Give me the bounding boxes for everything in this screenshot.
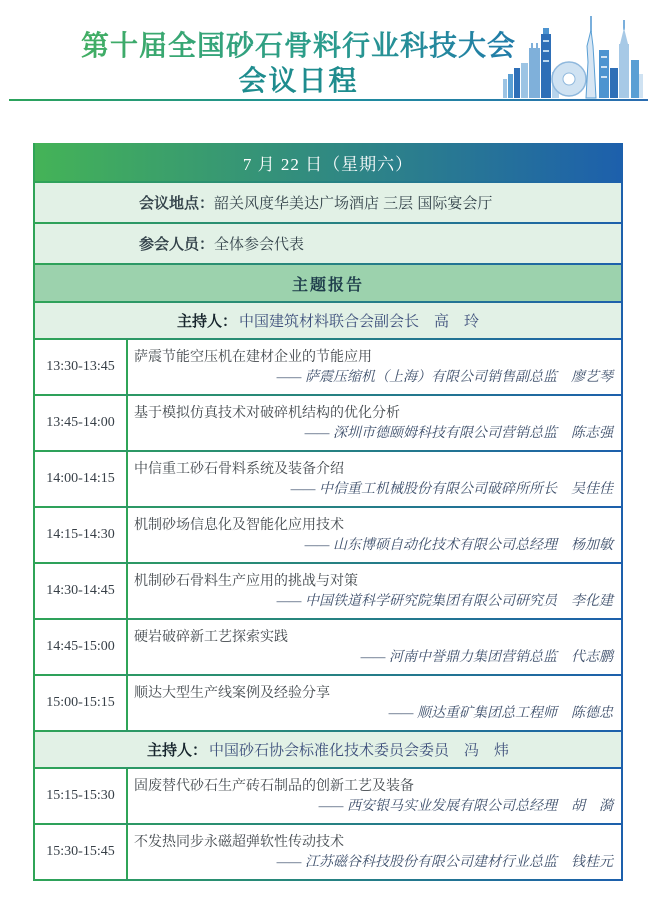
session-content [128, 676, 621, 730]
session-speaker: —— 深圳市德颐姆科技有限公司营销总监 陈志强 [304, 426, 613, 441]
session-title: 机制砂石骨料生产应用的挑战与对策 [134, 572, 358, 588]
session-content [128, 825, 621, 879]
session-title: 硬岩破碎新工艺探索实践 [134, 628, 288, 644]
session-content [128, 564, 621, 618]
session-title: 机制砂场信息化及智能化应用技术 [134, 516, 344, 532]
table-bottom-border [35, 879, 621, 881]
host-name: 中国砂石协会标准化技术委员会委员 冯 炜 [209, 742, 510, 759]
session-time: 14:45-15:00 [35, 620, 128, 674]
session-speaker: —— 中国铁道科学研究院集团有限公司研究员 李化建 [276, 594, 613, 609]
session-content [128, 340, 621, 394]
session-row [35, 340, 621, 394]
session-speaker: —— 中信重工机械股份有限公司破碎所所长 吴佳佳 [290, 482, 613, 497]
session-time: 13:45-14:00 [35, 396, 128, 450]
session-row [35, 508, 621, 562]
venue-row [35, 183, 621, 222]
session-speaker: —— 江苏磁谷科技股份有限公司建材行业总监 钱桂元 [276, 855, 613, 870]
page-title: 第十届全国砂石骨料行业科技大会 [0, 28, 597, 63]
session-content [128, 769, 621, 823]
host-row [35, 303, 621, 338]
session-time: 14:30-14:45 [35, 564, 128, 618]
page-subtitle: 会议日程 [238, 65, 359, 96]
session-speaker: —— 山东博硕自动化技术有限公司总经理 杨加敏 [304, 538, 613, 553]
session-time: 15:00-15:15 [35, 676, 128, 730]
session-row [35, 564, 621, 618]
host-row [35, 732, 621, 767]
session-content [128, 620, 621, 674]
session-time: 15:15-15:30 [35, 769, 128, 823]
venue-label: 会议地点： [139, 195, 215, 212]
attendees-row [35, 224, 621, 263]
session-row [35, 396, 621, 450]
session-title: 顺达大型生产线案例及经验分享 [134, 684, 330, 700]
session-speaker: —— 萨震压缩机（上海）有限公司销售副总监 廖艺琴 [276, 370, 613, 385]
venue-value: 韶关风度华美达广场酒店 三层 国际宴会厅 [214, 195, 493, 212]
session-title: 不发热同步永磁超弹软性传动技术 [134, 833, 344, 849]
session-title: 基于模拟仿真技术对破碎机结构的优化分析 [134, 404, 400, 420]
session-row [35, 452, 621, 506]
page-header [0, 0, 657, 143]
host-label: 主持人： [146, 742, 207, 759]
session-time: 13:30-13:45 [35, 340, 128, 394]
session-title: 固废替代砂石生产砖石制品的创新工艺及装备 [134, 777, 414, 793]
header-divider [9, 99, 648, 101]
session-row [35, 769, 621, 823]
session-speaker: —— 西安银马实业发展有限公司总经理 胡 漪 [318, 799, 613, 814]
session-title: 萨震节能空压机在建材企业的节能应用 [134, 348, 372, 364]
session-speaker: —— 河南中誉鼎力集团营销总监 代志鹏 [360, 650, 613, 665]
date-header: 7 月 22 日（星期六） [35, 143, 621, 181]
section-title: 主题报告 [35, 265, 621, 301]
session-time: 14:15-14:30 [35, 508, 128, 562]
attendees-label: 参会人员： [139, 236, 215, 253]
session-content [128, 452, 621, 506]
session-content [128, 396, 621, 450]
schedule-table [33, 143, 623, 881]
session-row [35, 620, 621, 674]
session-rows [35, 301, 621, 879]
attendees-value: 全体参会代表 [214, 236, 305, 253]
host-label: 主持人： [176, 313, 237, 330]
session-content [128, 508, 621, 562]
session-speaker: —— 顺达重矿集团总工程师 陈德忠 [388, 706, 613, 721]
session-row [35, 676, 621, 730]
session-time: 15:30-15:45 [35, 825, 128, 879]
host-name: 中国建筑材料联合会副会长 高 玲 [239, 313, 480, 330]
session-title: 中信重工砂石骨料系统及装备介绍 [134, 460, 344, 476]
session-time: 14:00-14:15 [35, 452, 128, 506]
session-row [35, 825, 621, 879]
city-skyline-icon [503, 16, 643, 100]
